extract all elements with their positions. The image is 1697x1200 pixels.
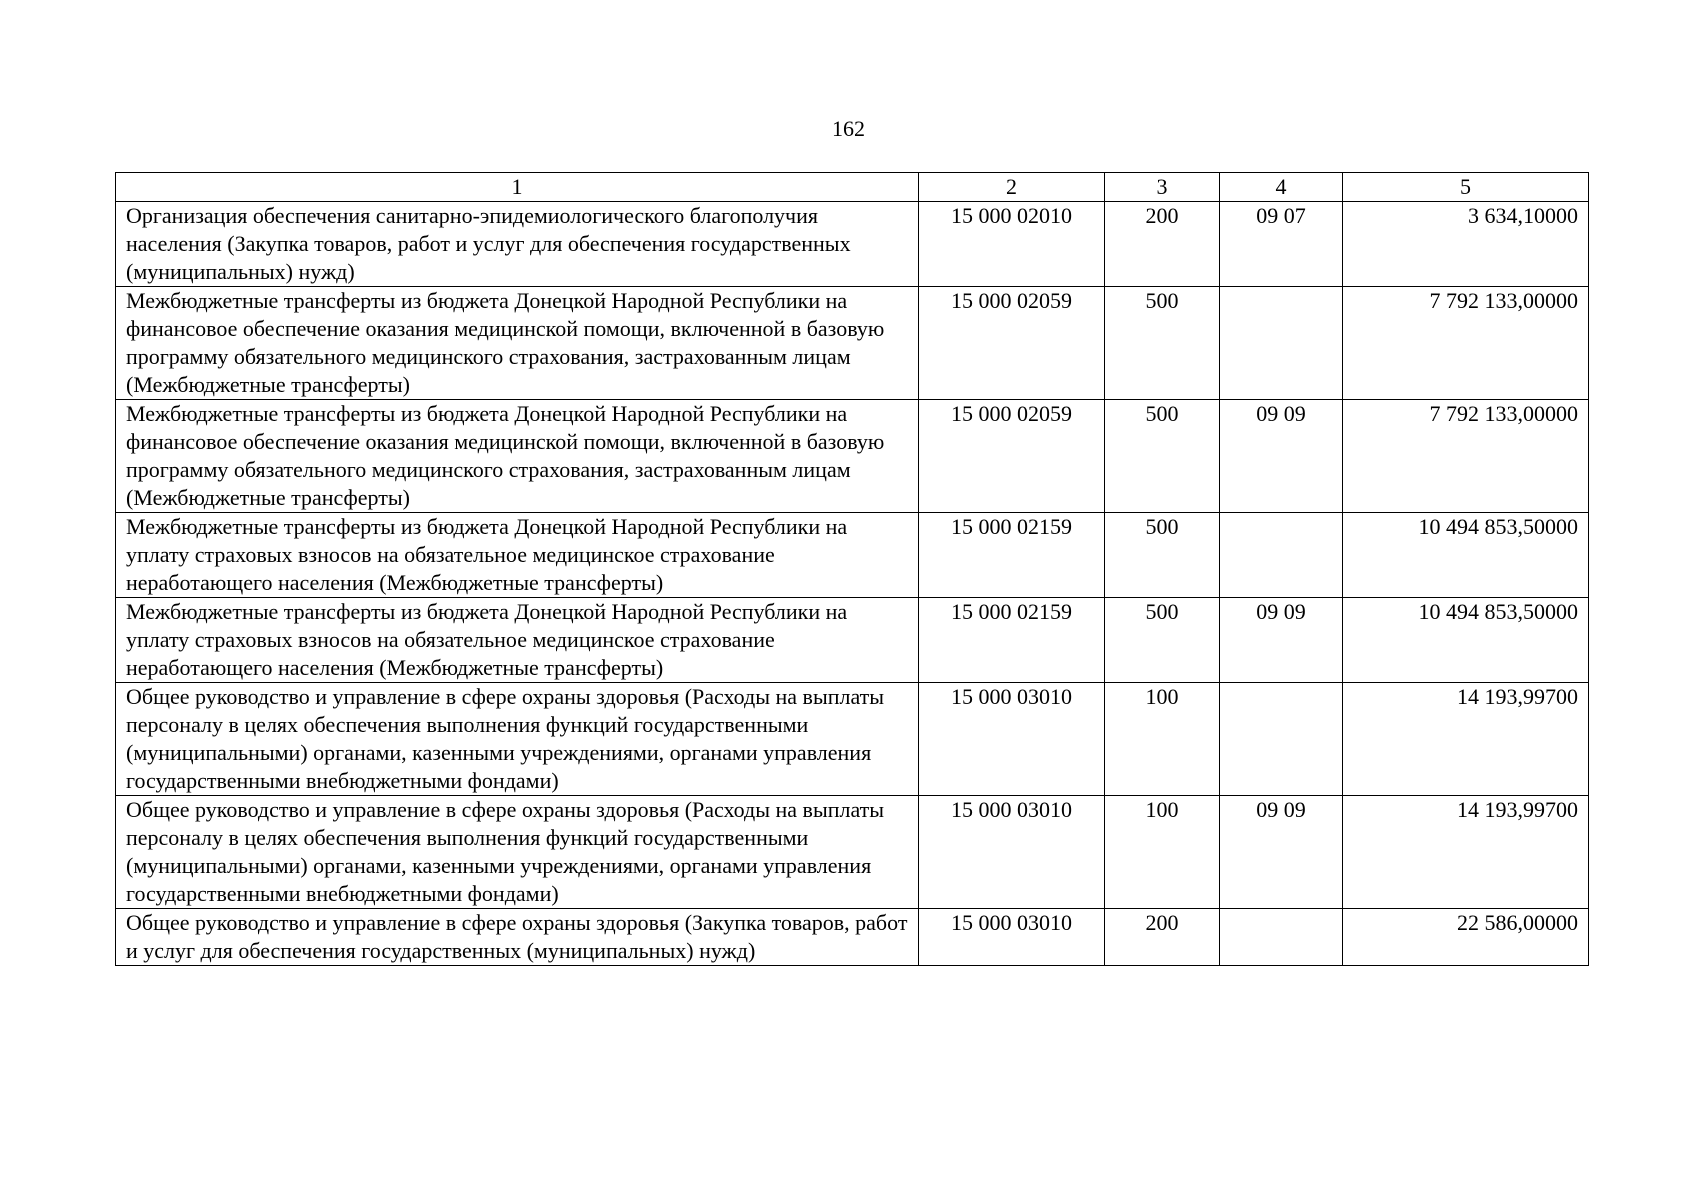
table-row xyxy=(116,909,1589,966)
table-row xyxy=(116,796,1589,909)
row-target-article: 15 000 02059 xyxy=(919,287,1105,400)
row-expense-type: 200 xyxy=(1105,202,1220,287)
row-target-article: 15 000 02010 xyxy=(919,202,1105,287)
table-row xyxy=(116,683,1589,796)
row-target-article: 15 000 02059 xyxy=(919,400,1105,513)
table-row xyxy=(116,400,1589,513)
row-description: Межбюджетные трансферты из бюджета Донецкой Народной Республики на уплату страховых взносов на обязательное медицинское страхование неработающего населения (Межбюджетные трансферты) xyxy=(116,598,919,683)
row-expense-type: 100 xyxy=(1105,796,1220,909)
row-section xyxy=(1220,683,1343,796)
row-target-article: 15 000 03010 xyxy=(919,909,1105,966)
row-target-article: 15 000 02159 xyxy=(919,598,1105,683)
row-description: Межбюджетные трансферты из бюджета Донецкой Народной Республики на уплату страховых взносов на обязательное медицинское страхование неработающего населения (Межбюджетные трансферты) xyxy=(116,513,919,598)
header-col-1: 1 xyxy=(116,173,919,202)
row-expense-type: 500 xyxy=(1105,400,1220,513)
row-section: 09 09 xyxy=(1220,796,1343,909)
row-section: 09 09 xyxy=(1220,400,1343,513)
table-row xyxy=(116,202,1589,287)
row-expense-type: 100 xyxy=(1105,683,1220,796)
row-description: Общее руководство и управление в сфере охраны здоровья (Расходы на выплаты персоналу в целях обеспечения выполнения функций государственными (муниципальными) органами, казенными учреждениями, органами управления государственными внебюджетными фондами) xyxy=(116,796,919,909)
row-description: Общее руководство и управление в сфере охраны здоровья (Закупка товаров, работ и услуг для обеспечения государственных (муниципальных) нужд) xyxy=(116,909,919,966)
row-section: 09 07 xyxy=(1220,202,1343,287)
row-amount: 7 792 133,00000 xyxy=(1343,400,1589,513)
row-target-article: 15 000 03010 xyxy=(919,796,1105,909)
table-body xyxy=(116,202,1589,966)
header-col-5: 5 xyxy=(1343,173,1589,202)
page-number: 162 xyxy=(832,116,865,141)
row-section: 09 09 xyxy=(1220,598,1343,683)
header-col-3: 3 xyxy=(1105,173,1220,202)
row-amount: 7 792 133,00000 xyxy=(1343,287,1589,400)
header-col-4: 4 xyxy=(1220,173,1343,202)
row-amount: 10 494 853,50000 xyxy=(1343,598,1589,683)
table-row xyxy=(116,598,1589,683)
row-section xyxy=(1220,513,1343,598)
row-description: Общее руководство и управление в сфере охраны здоровья (Расходы на выплаты персоналу в целях обеспечения выполнения функций государственными (муниципальными) органами, казенными учреждениями, органами управления государственными внебюджетными фондами) xyxy=(116,683,919,796)
table-row xyxy=(116,513,1589,598)
row-amount: 22 586,00000 xyxy=(1343,909,1589,966)
row-amount: 14 193,99700 xyxy=(1343,796,1589,909)
row-expense-type: 500 xyxy=(1105,287,1220,400)
row-description: Организация обеспечения санитарно-эпидемиологического благополучия населения (Закупка товаров, работ и услуг для обеспечения государственных (муниципальных) нужд) xyxy=(116,202,919,287)
budget-table xyxy=(115,172,1589,966)
row-section xyxy=(1220,287,1343,400)
row-target-article: 15 000 02159 xyxy=(919,513,1105,598)
header-row xyxy=(116,173,1589,202)
row-amount: 10 494 853,50000 xyxy=(1343,513,1589,598)
row-section xyxy=(1220,909,1343,966)
row-target-article: 15 000 03010 xyxy=(919,683,1105,796)
header-col-2: 2 xyxy=(919,173,1105,202)
row-expense-type: 200 xyxy=(1105,909,1220,966)
table-header xyxy=(116,173,1589,202)
row-amount: 3 634,10000 xyxy=(1343,202,1589,287)
table-row xyxy=(116,287,1589,400)
row-amount: 14 193,99700 xyxy=(1343,683,1589,796)
row-description: Межбюджетные трансферты из бюджета Донецкой Народной Республики на финансовое обеспечение оказания медицинской помощи, включенной в базовую программу обязательного медицинского страхования, застрахованным лицам (Межбюджетные трансферты) xyxy=(116,400,919,513)
row-expense-type: 500 xyxy=(1105,513,1220,598)
row-description: Межбюджетные трансферты из бюджета Донецкой Народной Республики на финансовое обеспечение оказания медицинской помощи, включенной в базовую программу обязательного медицинского страхования, застрахованным лицам (Межбюджетные трансферты) xyxy=(116,287,919,400)
row-expense-type: 500 xyxy=(1105,598,1220,683)
